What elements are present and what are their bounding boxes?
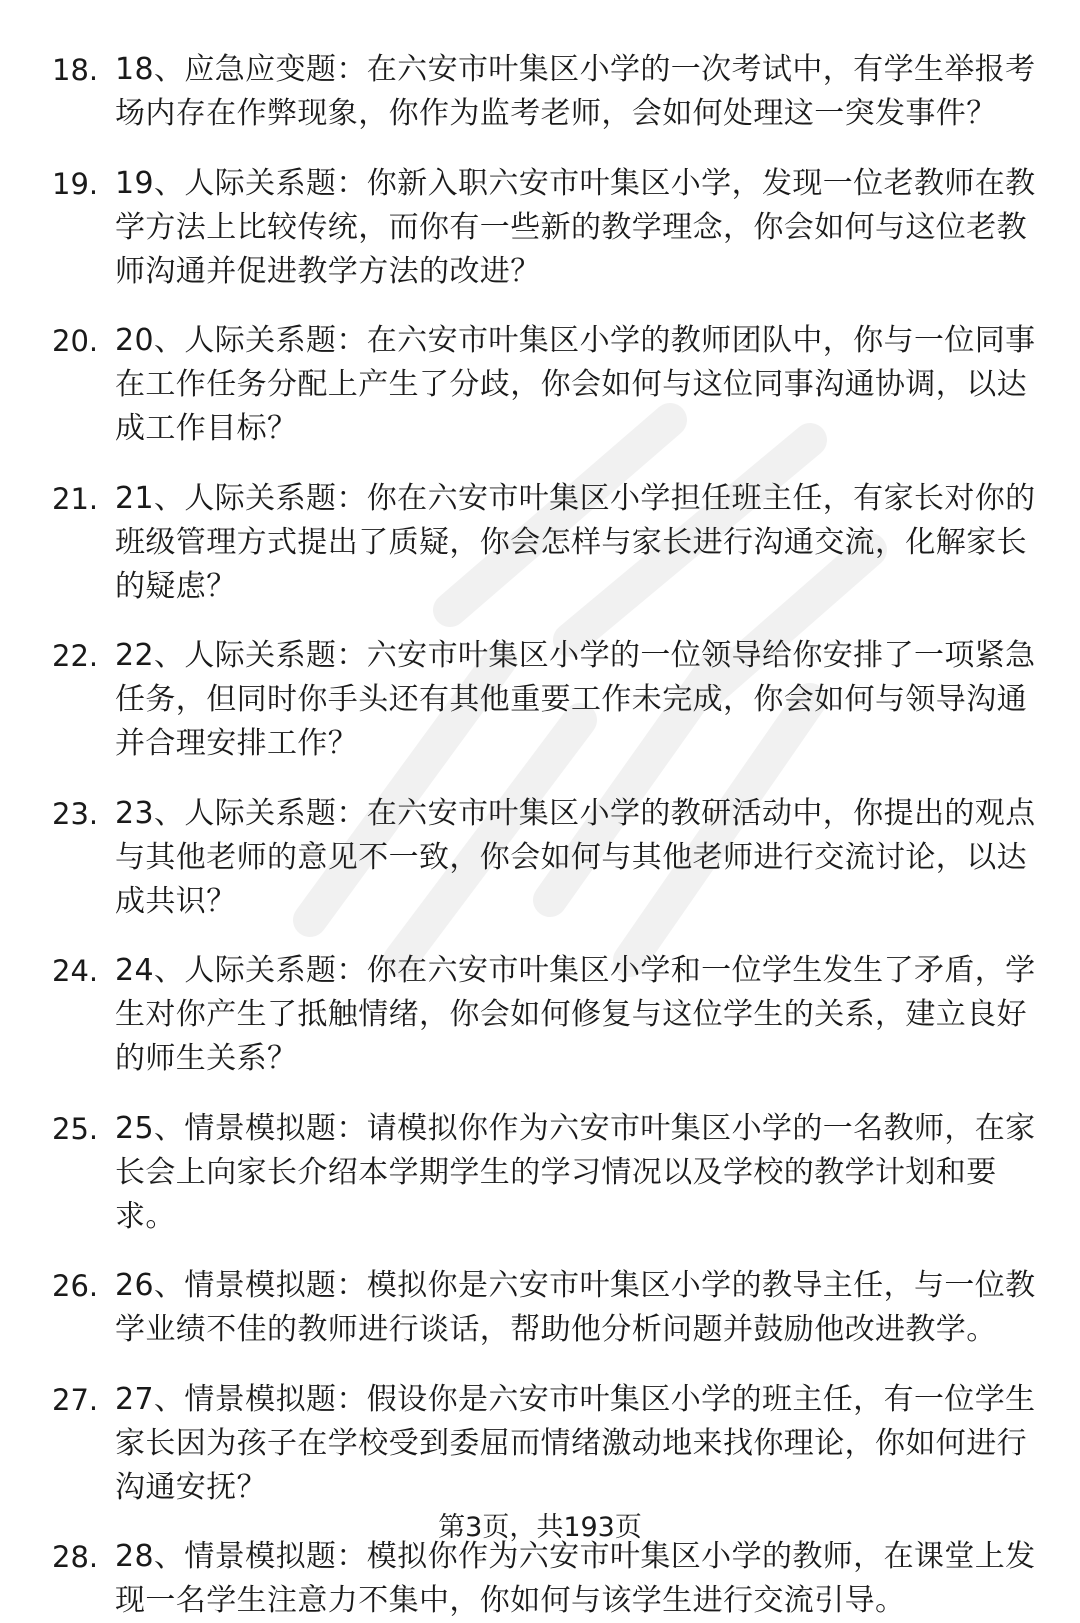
- question-number: 22.: [52, 639, 99, 673]
- question-text: 24、人际关系题：你在六安市叶集区小学和一位学生发生了矛盾，学生对你产生了抵触情绪，你会如何修复与这位学生的关系，建立良好的师生关系？: [115, 953, 1036, 1076]
- question-number: 25.: [52, 1111, 99, 1146]
- question-number: 28.: [52, 1540, 99, 1574]
- question-text: 28、情景模拟题：模拟你作为六安市叶集区小学的教师，在课堂上发现一名学生注意力不集中，你如何与该学生进行交流引导。: [115, 1539, 1036, 1618]
- question-text: 18、应急应变题：在六安市叶集区小学的一次考试中，有学生举报考场内存在作弊现象，你作为监考老师，会如何处理这一突发事件？: [115, 52, 1036, 131]
- question-number: 27.: [52, 1382, 99, 1417]
- question-number: 20.: [52, 324, 99, 358]
- question-text: 21、人际关系题：你在六安市叶集区小学担任班主任，有家长对你的班级管理方式提出了质疑，你会怎样与家长进行沟通交流，化解家长的疑虑？: [115, 480, 1036, 604]
- question-item-25: [52, 1107, 1040, 1239]
- question-text: 22、人际关系题：六安市叶集区小学的一位领导给你安排了一项紧急任务，但同时你手头还有其他重要工作未完成，你会如何与领导沟通并合理安排工作？: [115, 638, 1036, 761]
- question-number: 26.: [52, 1269, 99, 1303]
- question-text: 20、人际关系题：在六安市叶集区小学的教师团队中，你与一位同事在工作任务分配上产生了分歧，你会如何与这位同事沟通协调，以达成工作目标？: [115, 323, 1036, 446]
- question-text: 27、情景模拟题：假设你是六安市叶集区小学的班主任，有一位学生家长因为孩子在学校受到委屈而情绪激动地来找你理论，你如何进行沟通安抚？: [115, 1381, 1036, 1505]
- question-item-18: [52, 48, 1040, 136]
- question-text: 25、情景模拟题：请模拟你作为六安市叶集区小学的一名教师，在家长会上向家长介绍本学期学生的学习情况以及学校的教学计划和要求。: [115, 1110, 1036, 1234]
- question-text: 19、人际关系题：你新入职六安市叶集区小学，发现一位老教师在教学方法上比较传统，而你有一些新的教学理念，你会如何与这位老教师沟通并促进教学方法的改进？: [115, 165, 1036, 289]
- question-item-26: [52, 1264, 1040, 1352]
- question-item-21: [52, 477, 1040, 609]
- question-item-20: [52, 319, 1040, 451]
- question-text: 26、情景模拟题：模拟你是六安市叶集区小学的教导主任，与一位教学业绩不佳的教师进行谈话，帮助他分析问题并鼓励他改进教学。: [115, 1268, 1036, 1347]
- question-item-22: [52, 634, 1040, 766]
- page-number-label: 第3页，共193页: [438, 1512, 642, 1543]
- question-number: 18.: [52, 53, 99, 87]
- question-list: [52, 48, 1040, 1623]
- question-item-23: [52, 792, 1040, 924]
- question-item-27: [52, 1378, 1040, 1510]
- question-item-24: [52, 949, 1040, 1081]
- question-item-28: [52, 1535, 1040, 1623]
- question-number: 23.: [52, 796, 99, 831]
- question-item-19: [52, 162, 1040, 294]
- question-number: 24.: [52, 954, 99, 988]
- question-number: 19.: [52, 166, 99, 201]
- question-number: 21.: [52, 481, 99, 516]
- question-text: 23、人际关系题：在六安市叶集区小学的教研活动中，你提出的观点与其他老师的意见不一致，你会如何与其他老师进行交流讨论，以达成共识？: [115, 795, 1036, 919]
